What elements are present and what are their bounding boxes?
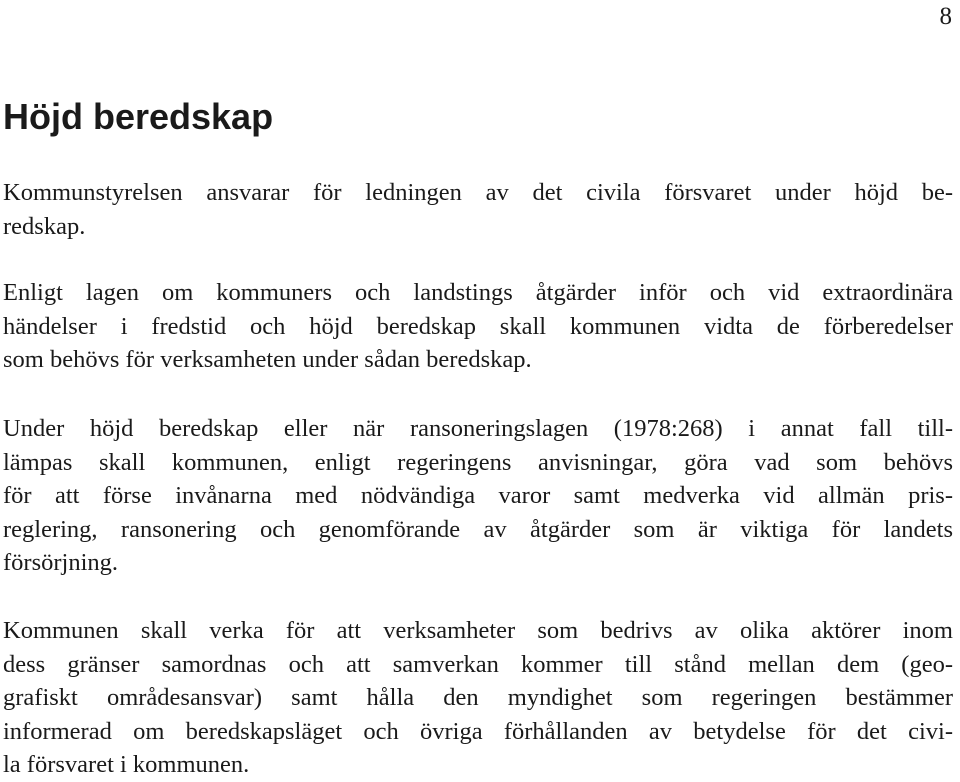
paragraph-line: Enligt lagen om kommuners och landstings åtgärder inför och vid extraordinära bbox=[3, 279, 953, 306]
paragraph-line: som behövs för verksamheten under sådan beredskap. bbox=[3, 346, 532, 373]
page-number: 8 bbox=[939, 3, 952, 30]
paragraph-line: dess gränser samordnas och att samverkan kommer till stånd mellan dem (geo- bbox=[3, 650, 953, 678]
paragraph-line: la försvaret i kommunen. bbox=[3, 751, 250, 778]
paragraph-line: Kommunstyrelsen ansvarar för ledningen av det civila försvaret under höjd be- bbox=[3, 179, 953, 206]
paragraph-3 bbox=[3, 412, 953, 580]
paragraph-line: Under höjd beredskap eller när ransoneringslagen (1978:268) i annat fall till- bbox=[3, 415, 953, 442]
paragraph-line: försörjning. bbox=[3, 549, 118, 576]
paragraph-4 bbox=[3, 614, 953, 782]
paragraph-2 bbox=[3, 276, 953, 377]
paragraph-line: händelser i fredstid och höjd beredskap skall kommunen vidta de förberedelser bbox=[3, 312, 953, 340]
paragraph-line: för att förse invånarna med nödvändiga varor samt medverka vid allmän pris- bbox=[3, 482, 953, 509]
paragraph-line: Kommunen skall verka för att verksamheter som bedrivs av olika aktörer inom bbox=[3, 617, 953, 644]
paragraph-line: grafiskt områdesansvar) samt hålla den myndighet som regeringen bestämmer bbox=[3, 684, 953, 711]
paragraph-line: lämpas skall kommunen, enligt regeringens anvisningar, göra vad som behövs bbox=[3, 448, 953, 476]
paragraph-1 bbox=[3, 176, 953, 243]
paragraph-line: redskap. bbox=[3, 212, 86, 240]
page-title: Höjd beredskap bbox=[3, 96, 274, 137]
paragraph-line: reglering, ransonering och genomförande av åtgärder som är viktiga för landets bbox=[3, 515, 953, 543]
paragraph-line: informerad om beredskapsläget och övriga förhållanden av betydelse för det civi- bbox=[3, 717, 953, 745]
